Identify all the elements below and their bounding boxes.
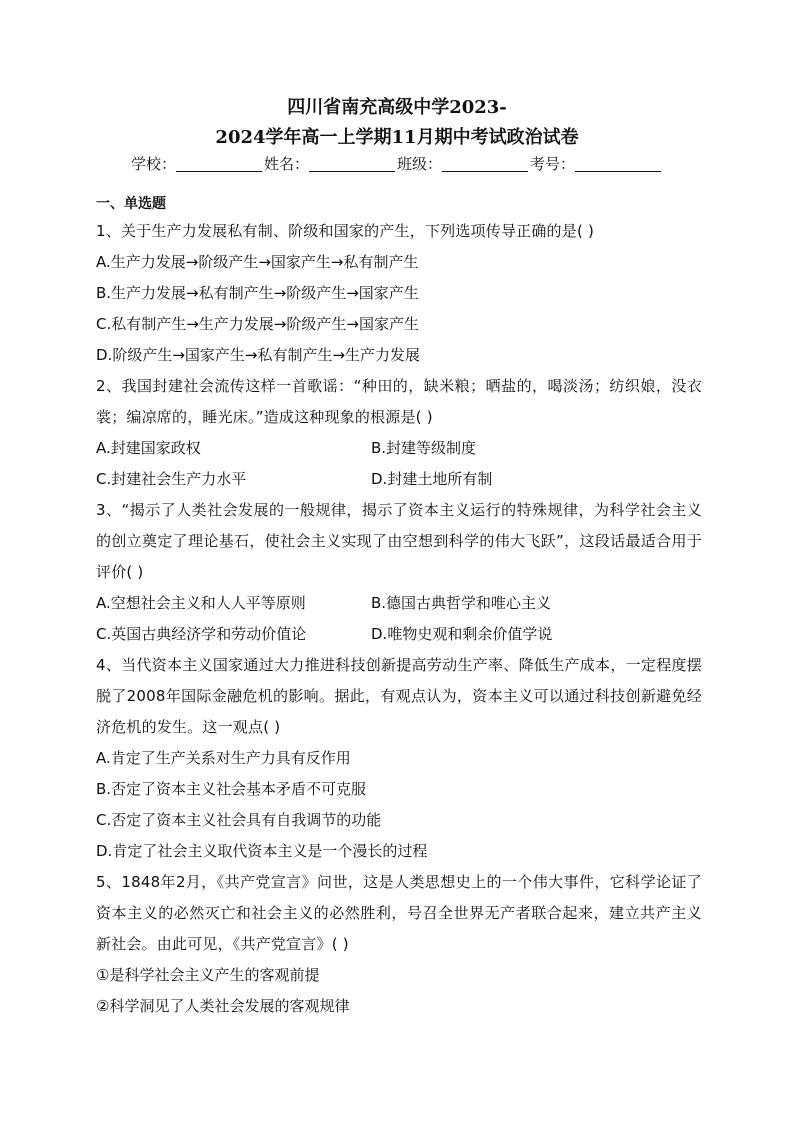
exam-title-line2: 2024学年高一上学期11月期中考试政治试卷: [215, 127, 579, 148]
option-c: C.封建社会生产力水平: [96, 470, 247, 488]
class-field: 班级：: [397, 155, 530, 173]
option-d: D.封建土地所有制: [371, 470, 493, 488]
option-b: B.德国古典哲学和唯心主义: [371, 594, 552, 612]
option-a: A.空想社会主义和人人平等原则: [96, 594, 306, 612]
option-a: A.生产力发展→阶级产生→国家产生→私有制产生: [96, 253, 419, 271]
option-b: B.生产力发展→私有制产生→阶级产生→国家产生: [96, 284, 419, 302]
name-field: 姓名：: [264, 155, 397, 173]
class-blank: [442, 156, 528, 172]
question-4: [96, 650, 702, 867]
option-b: B.否定了资本主义社会基本矛盾不可克服: [96, 780, 367, 798]
statement-2: ②科学洞见了人类社会发展的客观规律: [96, 997, 350, 1015]
option-row: [96, 433, 702, 464]
option-row: [96, 619, 702, 650]
name-blank: [309, 156, 395, 172]
question-stem: 1、关于生产力发展私有制、阶级和国家的产生，下列选项传导正确的是( ): [96, 222, 595, 240]
exam-number-field: 考号：: [530, 155, 663, 173]
school-blank: [176, 156, 262, 172]
option-c: C.私有制产生→生产力发展→阶级产生→国家产生: [96, 315, 419, 333]
section-heading: 一、单选题: [96, 196, 166, 212]
statement-1: ①是科学社会主义产生的客观前提: [96, 966, 320, 984]
option-a: A.肯定了生产关系对生产力具有反作用: [96, 749, 351, 767]
questions-area: [96, 193, 702, 1022]
option-row: [96, 464, 702, 495]
option-row: [96, 588, 702, 619]
question-stem: 3、“揭示了人类社会发展的一般规律，揭示了资本主义运行的特殊规律，为科学社会主义的创立奠定了理论基石，使社会主义实现了由空想到科学的伟大飞跃”，这段话最适合用于评价( ): [96, 501, 702, 581]
option-c: C.英国古典经济学和劳动价值论: [96, 625, 307, 643]
question-stem: 5、1848年2月，《共产党宣言》问世，这是人类思想史上的一个伟大事件，它科学论证了资本主义的必然灭亡和社会主义的必然胜利，号召全世界无产者联合起来，建立共产主义新社会。由此可见，《共产党宣言》( ): [96, 873, 702, 953]
exam-number-blank: [575, 156, 661, 172]
option-d: D.肯定了社会主义取代资本主义是一个漫长的过程: [96, 842, 428, 860]
option-b: B.封建等级制度: [371, 439, 477, 457]
school-field: 学校：: [131, 155, 264, 173]
option-c: C.否定了资本主义社会具有自我调节的功能: [96, 811, 382, 829]
question-stem: 4、当代资本主义国家通过大力推进科技创新提高劳动生产率、降低生产成本，一定程度摆脱了2008年国际金融危机的影响。据此，有观点认为，资本主义可以通过科技创新避免经济危机的发生。这一观点( ): [96, 656, 702, 736]
question-stem: 2、我国封建社会流传这样一首歌谣：“种田的，缺米粮；晒盐的，喝淡汤；纺织娘，没衣裳；编凉席的，睡光床。”造成这种现象的根源是( ): [96, 377, 702, 426]
student-info-row: [0, 153, 794, 175]
option-a: A.封建国家政权: [96, 439, 201, 457]
option-d: D.唯物史观和剩余价值学说: [371, 625, 553, 643]
question-3: [96, 495, 702, 650]
question-1: [96, 216, 702, 371]
option-d: D.阶级产生→国家产生→私有制产生→生产力发展: [96, 346, 421, 364]
exam-title-line1: 四川省南充高级中学2023-: [287, 97, 507, 118]
question-5: [96, 867, 702, 1022]
question-2: [96, 371, 702, 495]
